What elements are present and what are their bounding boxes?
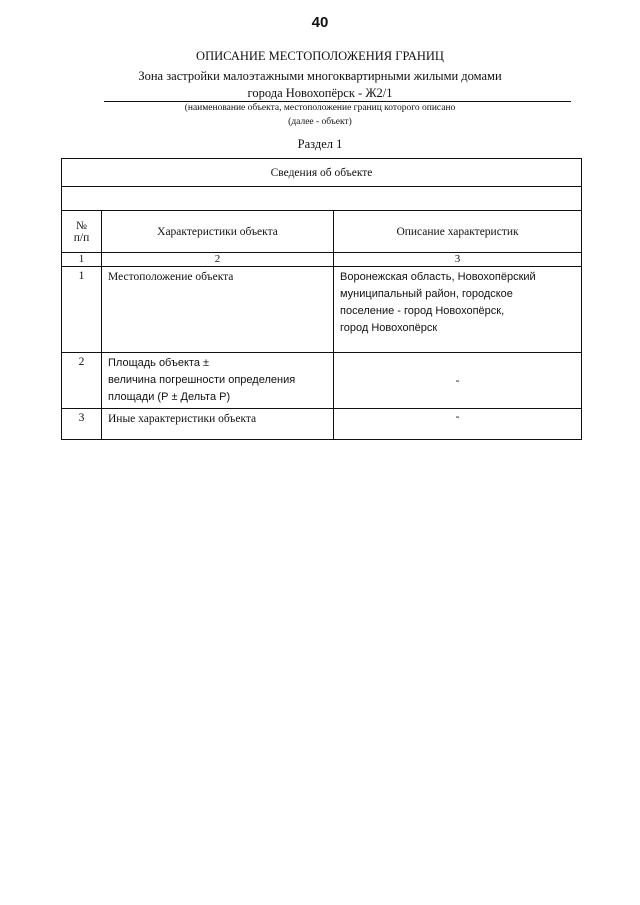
row-characteristic [102,353,334,409]
column-index-row [62,253,582,267]
object-info-table [61,158,582,440]
column-index-1: 1 [62,253,102,267]
description-line: муниципальный район, городское [340,288,513,300]
characteristic-line: величина погрешности определения [108,374,296,386]
characteristic-line: Площадь объекта ± [108,357,210,369]
column-index-3: 3 [334,253,582,267]
column-header-characteristic: Характеристики объекта [102,211,334,253]
table-row [62,267,582,353]
table-header-row [62,159,582,187]
characteristic-line: площади (Р ± Дельта Р) [108,391,231,403]
blank-cell [62,187,582,211]
section-title: Раздел 1 [297,137,343,151]
description-line: Воронежская область, Новохопёрский [340,271,536,283]
table-row [62,353,582,409]
row-description [334,267,582,353]
column-header-num [62,211,102,253]
table-row [62,409,582,440]
table-header: Сведения об объекте [62,159,582,187]
document-title: ОПИСАНИЕ МЕСТОПОЛОЖЕНИЯ ГРАНИЦ [196,49,444,63]
row-characteristic: Иные характеристики объекта [102,409,334,440]
row-description: - [334,353,582,409]
blank-row [62,187,582,211]
description-line: поселение - город Новохопёрск, [340,305,505,317]
row-characteristic: Местоположение объекта [102,267,334,353]
object-name-line-1: Зона застройки малоэтажными многоквартирными жилыми домами [138,69,502,83]
column-header-num-line-1: № [76,219,87,232]
row-number: 1 [62,267,102,353]
row-number: 2 [62,353,102,409]
column-header-row [62,211,582,253]
object-name-line-2: города Новохопёрск - Ж2/1 [247,86,393,100]
column-header-num-line-2: п/п [73,231,90,244]
column-index-2: 2 [102,253,334,267]
column-header-description: Описание характеристик [334,211,582,253]
row-description: - [334,409,582,440]
caption-line-1: (наименование объекта, местоположение границ которого описано [184,103,456,113]
page-number: 40 [311,14,329,31]
underline-rule [104,101,571,102]
row-number: 3 [62,409,102,440]
description-line: город Новохопёрск [340,322,438,334]
caption-line-2: (далее - объект) [288,117,352,127]
